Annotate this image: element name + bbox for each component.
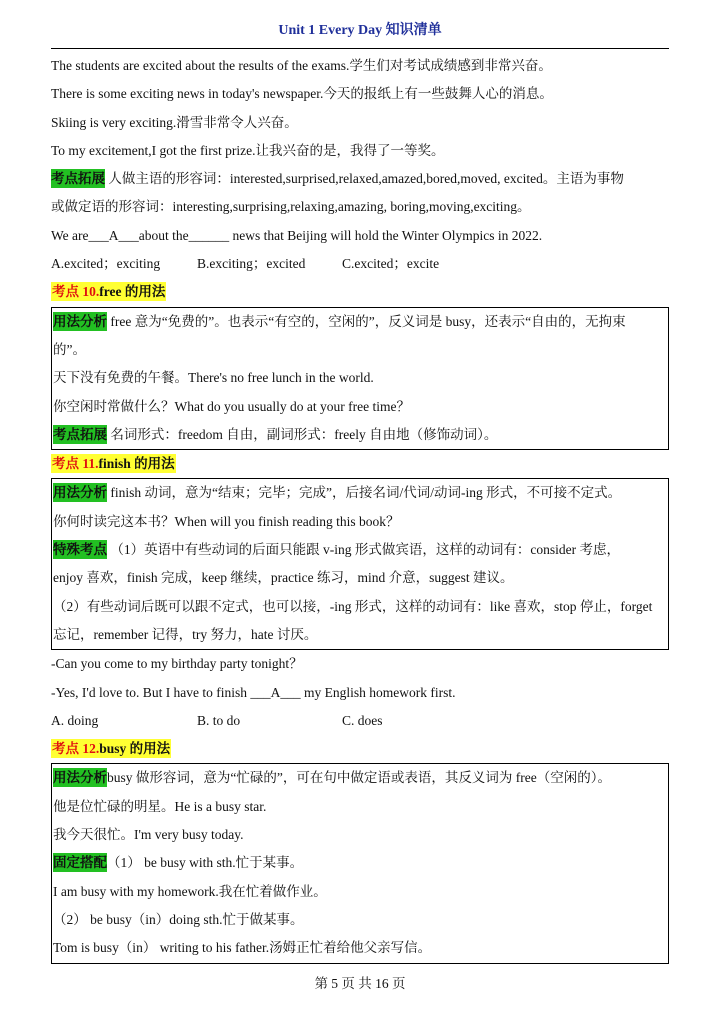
question-1-stem: We are___A___about the______ news that Beijing will hold the Winter Olympics in 2022. — [51, 227, 543, 243]
example-line: 我今天很忙。I'm very busy today. — [53, 827, 244, 843]
header-title: Unit 1 Every Day 知识清单 — [278, 23, 442, 38]
special-line-4: 忘记，remember 记得，try 努力，hate 讨厌。 — [53, 626, 318, 642]
special-line — [52, 536, 668, 564]
extension-line-2: 或做定语的形容词：interesting,surprising,relaxing,amazing, boring,moving,exciting。 — [51, 199, 531, 215]
page-footer: 第 5 页 共 16 页 — [314, 976, 406, 991]
analysis-text: finish 动词，意为“结束；完毕；完成”，后接名词/代词/动词-ing 形式，不可接不定式。 — [107, 485, 622, 501]
example-line: 天下没有免费的午餐。There's no free lunch in the world. — [53, 370, 374, 386]
extension-line-1 — [51, 165, 669, 193]
section-number: 考点 11. — [52, 456, 99, 472]
special-line-3: （2）有些动词后既可以跟不定式，也可以接，-ing 形式，这样的动词有：like 喜欢，stop 停止，forget — [53, 598, 653, 614]
section-number: 考点 10. — [52, 284, 100, 300]
section-title-highlight — [51, 282, 166, 301]
section-title-highlight — [51, 454, 176, 473]
extension-tag: 考点拓展 — [53, 426, 107, 442]
intro-line: There is some exciting news in today's newspaper.今天的报纸上有一些鼓舞人心的消息。 — [51, 86, 553, 102]
analysis-line-2: 的”。 — [53, 341, 86, 357]
section-topic: busy 的用法 — [99, 741, 171, 757]
fixed-text: （1） be busy with sth.忙于某事。 — [107, 855, 304, 871]
analysis-line — [52, 764, 668, 792]
example-line: 你空闲时常做什么？What do you usually do at your free time？ — [53, 398, 410, 414]
question-2-options — [51, 707, 669, 735]
page-header — [51, 22, 669, 49]
analysis-tag: 用法分析 — [53, 485, 107, 501]
section-11-title — [51, 450, 669, 478]
section-10-title — [51, 278, 669, 306]
section-title-highlight — [51, 739, 171, 758]
intro-line: To my excitement,I got the first prize.让我兴奋的是，我得了一等奖。 — [51, 142, 445, 158]
option-b: B. to do — [197, 712, 241, 728]
section-topic: free 的用法 — [99, 284, 166, 300]
page-content — [51, 52, 669, 964]
section-10-box — [51, 307, 669, 450]
analysis-tag: 用法分析 — [53, 770, 107, 786]
question-1-options — [51, 250, 669, 278]
intro-line: The students are excited about the results of the exams.学生们对考试成绩感到非常兴奋。 — [51, 58, 552, 73]
section-12-box — [51, 763, 669, 963]
fixed-example: I am busy with my homework.我在忙着做作业。 — [53, 883, 327, 899]
section-topic: finish 的用法 — [98, 456, 175, 472]
section-number: 考点 12. — [52, 741, 100, 757]
question-2-line-2: -Yes, I'd love to. But I have to finish ___A___ my English homework first. — [51, 684, 456, 700]
fixed-line-2: （2） be busy（in）doing sth.忙于做某事。 — [53, 911, 304, 927]
section-11-box — [51, 478, 669, 650]
analysis-line — [52, 479, 668, 507]
option-b: B.exciting；excited — [197, 256, 306, 272]
analysis-tag: 用法分析 — [53, 313, 107, 329]
fixed-tag: 固定搭配 — [53, 855, 107, 871]
special-line-2: enjoy 喜欢，finish 完成，keep 继续，practice 练习，mind 介意，suggest 建议。 — [53, 570, 514, 586]
extension-text: 人做主语的形容词：interested,surprised,relaxed,amazed,bored,moved, excited。主语为事物 — [105, 171, 624, 187]
extension-line — [52, 421, 668, 449]
intro-line: Skiing is very exciting.滑雪非常令人兴奋。 — [51, 114, 298, 130]
extension-text: 名词形式：freedom 自由，副词形式：freely 自由地（修饰动词）。 — [107, 426, 498, 442]
fixed-line — [52, 849, 668, 877]
analysis-text: free 意为“免费的”。也表示“有空的，空闲的”，反义词是 busy，还表示“自由的，无拘束 — [107, 313, 626, 329]
section-12-title — [51, 735, 669, 763]
extension-tag: 考点拓展 — [51, 171, 105, 187]
example-line: 你何时读完这本书？When will you finish reading this book？ — [53, 513, 400, 529]
analysis-text: busy 做形容词，意为“忙碌的”，可在句中做定语或表语，其反义词为 free（空闲的）。 — [107, 770, 611, 786]
option-a: A. doing — [51, 712, 99, 728]
special-tag: 特殊考点 — [53, 542, 107, 558]
analysis-line — [52, 308, 668, 336]
example-line: 他是位忙碌的明星。He is a busy star. — [53, 798, 267, 814]
fixed-example-2: Tom is busy（in） writing to his father.汤姆正忙着给他父亲写信。 — [53, 940, 432, 956]
option-a: A.excited；exciting — [51, 256, 161, 272]
option-c: C. does — [342, 712, 383, 728]
option-c: C.excited；excite — [342, 256, 440, 272]
special-text: （1）英语中有些动词的后面只能跟 v-ing 形式做宾语，这样的动词有：consider 考虑， — [107, 542, 620, 558]
question-2-line-1: -Can you come to my birthday party tonight？ — [51, 656, 303, 672]
